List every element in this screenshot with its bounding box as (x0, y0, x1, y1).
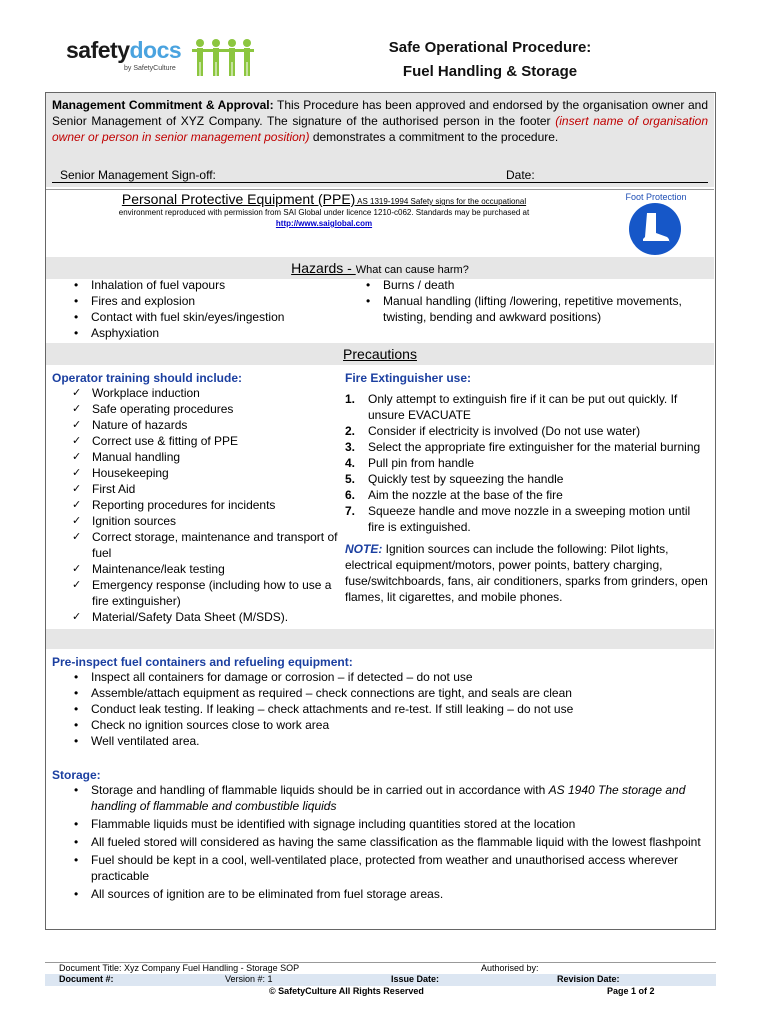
list-item: • Fires and explosion (46, 293, 346, 309)
management-commitment (46, 93, 714, 187)
list-item: ✓ Maintenance/leak testing (46, 561, 342, 577)
footer-row-3 (45, 986, 716, 998)
fire-steps-list (345, 391, 709, 535)
list-item: • Inhalation of fuel vapours (46, 277, 346, 293)
list-item: • All fueled stored will considered as having the same classification as the flammable liquid with the lowest flashpoint (46, 834, 708, 850)
footer-copyright: © SafetyCulture All Rights Reserved (269, 986, 424, 996)
training-list (46, 385, 342, 625)
signoff-row (52, 166, 708, 183)
procedure-frame (45, 92, 716, 930)
list-item: 5. Quickly test by squeezing the handle (345, 472, 564, 486)
ppe-licence: environment reproduced with permission from SAI Global under licence 1210-c062. Standards may be purchased at (118, 208, 530, 217)
list-item: ✓ Correct storage, maintenance and transport of fuel (46, 529, 342, 561)
list-item: • All sources of ignition are to be eliminated from fuel storage areas. (46, 886, 708, 902)
list-item: • Assemble/attach equipment as required – check connections are tight, and seals are clean (46, 685, 708, 701)
ignition-note (345, 541, 709, 605)
page-header (0, 0, 768, 92)
storage-list (46, 782, 708, 902)
hazards-right-list (338, 277, 714, 325)
list-item: • Well ventilated area. (46, 733, 708, 749)
list-item: 1. Only attempt to extinguish fire if it can be put out quickly. If unsure EVACUATE (345, 392, 678, 422)
logo-subtitle: by SafetyCulture (124, 65, 176, 72)
list-item: 7. Squeeze handle and move nozzle in a sweeping motion until fire is extinguished. (345, 504, 691, 534)
management-text-1: This Procedure has been approved and endorsed by the organisation owner and Senior Management of XYZ Company. The signature of the authorised person in the footer (52, 98, 708, 128)
list-item: • Fuel should be kept in a cool, well-ventilated place, protected from weather and unauthorised access wherever practicable (46, 852, 708, 884)
fire-extinguisher-column (345, 371, 709, 605)
title-line-2: Fuel Handling & Storage (402, 63, 578, 80)
footer-version: Version #: 1 (225, 974, 273, 984)
list-item: ✓ Ignition sources (46, 513, 342, 529)
footer-row-1 (45, 962, 716, 974)
footer-doc-title: Document Title: Xyz Company Fuel Handling - Storage SOP (59, 963, 300, 973)
date-label: Date: (506, 168, 535, 182)
hazards-title: Hazards - (291, 260, 356, 276)
logo-word-safety: safety (66, 37, 130, 63)
storage-heading: Storage: (52, 768, 101, 782)
ppe-section (46, 189, 714, 255)
precautions-title: Precautions (343, 346, 417, 362)
management-insert-note: (insert name of organisation owner or person in senior management position) (52, 114, 708, 144)
list-item: ✓ Workplace induction (46, 385, 342, 401)
list-item: • Check no ignition sources close to work area (46, 717, 708, 733)
document-title (340, 36, 640, 84)
list-item: 6. Aim the nozzle at the base of the fire (345, 488, 563, 502)
list-item: ✓ Material/Safety Data Sheet (M/SDS). (46, 609, 342, 625)
ppe-text (54, 191, 594, 229)
list-item: ✓ Housekeeping (46, 465, 342, 481)
list-item: ✓ Correct use & fitting of PPE (46, 433, 342, 449)
training-heading: Operator training should include: (52, 371, 243, 385)
list-item: ✓ Manual handling (46, 449, 342, 465)
list-item: • Asphyxiation (46, 325, 346, 341)
list-item: • Manual handling (lifting /lowering, repetitive movements, twisting, bending and awkward positions) (338, 293, 714, 325)
footer-revision-date: Revision Date: (557, 974, 620, 984)
management-text-2: demonstrates a commitment to the procedure. (309, 130, 559, 144)
list-item: ✓ Nature of hazards (46, 417, 342, 433)
list-item: • Flammable liquids must be identified with signage including quantities stored at the location (46, 816, 708, 832)
hazards-subtitle: What can cause harm? (355, 264, 469, 276)
saiglobal-link[interactable]: http://www.saiglobal.com (275, 219, 373, 228)
precautions-heading (46, 343, 714, 365)
footer-row-2 (45, 974, 716, 986)
list-item: • Contact with fuel skin/eyes/ingestion (46, 309, 346, 325)
list-item: 4. Pull pin from handle (345, 456, 475, 470)
people-logo-icon (192, 38, 254, 78)
list-item: ✓ Safe operating procedures (46, 401, 342, 417)
foot-protection-label: Foot Protection (625, 192, 687, 202)
footer-page-number: Page 1 of 2 (607, 986, 655, 996)
ppe-standard: AS 1319-1994 Safety signs for the occupational (355, 197, 527, 206)
list-item: • Inspect all containers for damage or corrosion – if detected – do not use (46, 669, 708, 685)
list-item: 3. Select the appropriate fire extinguisher for the material burning (345, 440, 701, 454)
list-item: ✓ First Aid (46, 481, 342, 497)
note-text: Ignition sources can include the following: Pilot lights, electrical equipment/motors, power points, battery charging, fuse/switchboards, fans, air conditioners, sparks from grinders, open flames, lit cigarettes, and mobile phones. (345, 542, 708, 604)
note-label: NOTE: (345, 542, 383, 556)
boot-icon (629, 203, 681, 255)
page-footer (45, 962, 716, 998)
hazards-left-list (46, 277, 346, 341)
section-divider (46, 629, 714, 649)
list-item: ✓ Reporting procedures for incidents (46, 497, 342, 513)
footer-issue-date: Issue Date: (391, 974, 440, 984)
preinspect-list (46, 669, 708, 749)
logo-word-docs: docs (129, 37, 182, 63)
training-column (52, 371, 342, 625)
management-label: Management Commitment & Approval: (52, 98, 274, 112)
preinspect-heading: Pre-inspect fuel containers and refueling equipment: (52, 655, 353, 669)
footer-authorised: Authorised by: (481, 963, 539, 973)
list-item: ✓ Emergency response (including how to use a fire extinguisher) (46, 577, 342, 609)
footer-doc-number: Document #: (59, 974, 114, 984)
storage-section (52, 768, 708, 902)
fire-heading: Fire Extinguisher use: (345, 371, 472, 385)
hazards-heading (46, 257, 714, 279)
list-item: • Burns / death (338, 277, 714, 293)
preinspect-section (52, 655, 708, 749)
ppe-title: Personal Protective Equipment (PPE) (121, 191, 356, 207)
list-item: 2. Consider if electricity is involved (Do not use water) (345, 424, 641, 438)
list-item: • Storage and handling of flammable liquids should be in carried out in accordance with AS 1940 The storage and handling of flammable and combustible liquids (46, 782, 708, 814)
signoff-label: Senior Management Sign-off: (60, 168, 216, 182)
list-item: • Conduct leak testing. If leaking – check attachments and re-test. If still leaking – do not use (46, 701, 708, 717)
title-line-1: Safe Operational Procedure: (388, 39, 592, 56)
safetydocs-logo (66, 37, 182, 72)
